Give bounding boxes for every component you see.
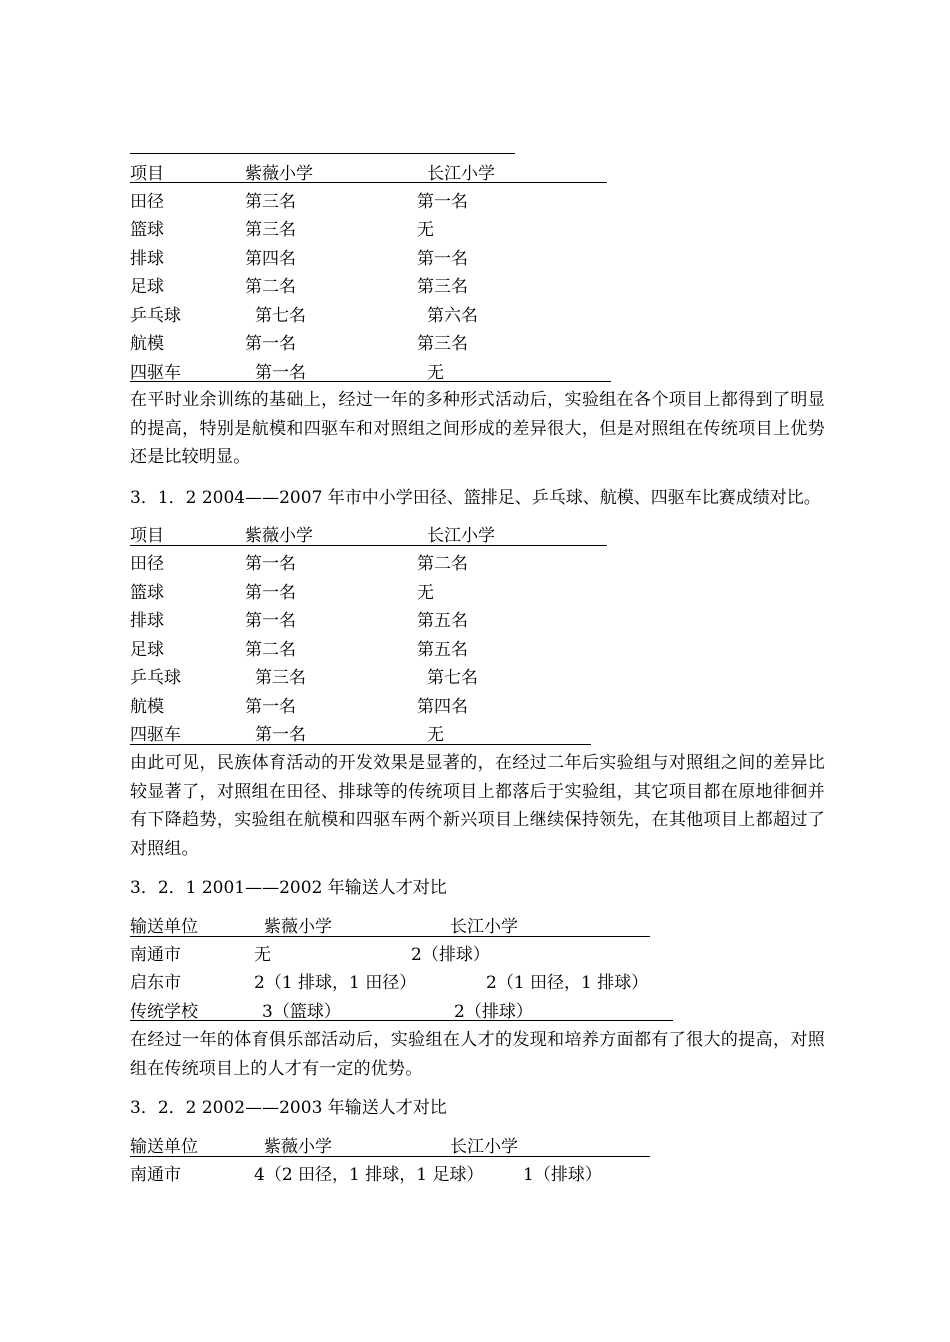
table-cell: 第三名 bbox=[417, 334, 468, 354]
table1-bottom-rule bbox=[130, 381, 611, 382]
table3-bottom-rule bbox=[130, 1020, 673, 1021]
table-cell: 第六名 bbox=[427, 306, 478, 326]
table-cell: 2（排球） bbox=[454, 1002, 533, 1022]
table-cell: 无 bbox=[254, 945, 271, 965]
table-cell: 第二名 bbox=[245, 277, 296, 297]
table1-header-rule bbox=[130, 182, 607, 183]
table-cell: 第一名 bbox=[255, 363, 306, 383]
table2-header-item: 项目 bbox=[130, 526, 164, 546]
table-cell: 传统学校 bbox=[130, 1002, 198, 1022]
section-heading-3-1-2: 3．1．2 2004——2007 年市中小学田径、篮排足、乒乓球、航模、四驱车比赛成绩对比。 bbox=[130, 488, 821, 508]
table3-header-changjiang: 长江小学 bbox=[450, 917, 518, 937]
table3-header-rule bbox=[130, 936, 650, 937]
table3-header-unit: 输送单位 bbox=[130, 917, 198, 937]
table-cell: 田径 bbox=[130, 554, 164, 574]
table-cell: 足球 bbox=[130, 640, 164, 660]
table-cell: 无 bbox=[417, 583, 434, 603]
table-cell: 第二名 bbox=[245, 640, 296, 660]
table-cell: 2（1 排球，1 田径） bbox=[254, 973, 417, 993]
paragraph-1: 在平时业余训练的基础上，经过一年的多种形式活动后，实验组在各个项目上都得到了明显的提高，特别是航模和四驱车和对照组之间形成的差异很大，但是对照组在传统项目上优势还是比较明显。 bbox=[130, 390, 825, 467]
table-cell: 启东市 bbox=[130, 973, 181, 993]
table-cell: 南通市 bbox=[130, 1165, 181, 1185]
table-cell: 第三名 bbox=[417, 277, 468, 297]
table-cell: 排球 bbox=[130, 249, 164, 269]
table-cell: 足球 bbox=[130, 277, 164, 297]
table-cell: 第七名 bbox=[255, 306, 306, 326]
table-cell: 第三名 bbox=[245, 220, 296, 240]
table-cell: 第一名 bbox=[245, 697, 296, 717]
table4-header-unit: 输送单位 bbox=[130, 1137, 198, 1157]
table4-header-rule bbox=[130, 1156, 650, 1157]
table2-bottom-rule bbox=[130, 744, 591, 745]
table-cell: 第五名 bbox=[417, 640, 468, 660]
section-heading-3-2-1: 3．2．1 2001——2002 年输送人才对比 bbox=[130, 878, 447, 898]
table1-header-item: 项目 bbox=[130, 164, 164, 184]
table-cell: 第一名 bbox=[245, 554, 296, 574]
table-cell: 无 bbox=[417, 220, 434, 240]
table2-header-rule bbox=[130, 545, 607, 546]
table-cell: 第一名 bbox=[417, 249, 468, 269]
table-cell: 第一名 bbox=[245, 334, 296, 354]
table-cell: 排球 bbox=[130, 611, 164, 631]
table-cell: 第三名 bbox=[245, 192, 296, 212]
table1-header-ziwei: 紫薇小学 bbox=[245, 164, 313, 184]
table4-header-ziwei: 紫薇小学 bbox=[264, 1137, 332, 1157]
table-cell: 第二名 bbox=[417, 554, 468, 574]
table2-header-ziwei: 紫薇小学 bbox=[245, 526, 313, 546]
table-cell: 第四名 bbox=[417, 697, 468, 717]
table-cell: 乒乓球 bbox=[130, 668, 181, 688]
paragraph-2: 由此可见，民族体育活动的开发效果是显著的，在经过二年后实验组与对照组之间的差异比较显著了，对照组在田径、排球等的传统项目上都落后于实验组，其它项目都在原地徘徊并有下降趋势，实验组在航模和四驱车两个新兴项目上继续保持领先，在其他项目上都超过了对照组。 bbox=[130, 753, 825, 859]
table-cell: 南通市 bbox=[130, 945, 181, 965]
table-cell: 航模 bbox=[130, 697, 164, 717]
table-cell: 第五名 bbox=[417, 611, 468, 631]
table-cell: 3（篮球） bbox=[262, 1002, 341, 1022]
table-cell: 第七名 bbox=[427, 668, 478, 688]
table-cell: 第一名 bbox=[245, 611, 296, 631]
table-cell: 1（排球） bbox=[523, 1165, 602, 1185]
table-cell: 第四名 bbox=[245, 249, 296, 269]
table1-top-rule bbox=[130, 153, 515, 154]
table-cell: 4（2 田径，1 排球，1 足球） bbox=[254, 1165, 484, 1185]
table-cell: 2（排球） bbox=[411, 945, 490, 965]
table-cell: 四驱车 bbox=[130, 725, 181, 745]
table-cell: 篮球 bbox=[130, 220, 164, 240]
paragraph-3: 在经过一年的体育俱乐部活动后，实验组在人才的发现和培养方面都有了很大的提高，对照组在传统项目上的人才有一定的优势。 bbox=[130, 1030, 825, 1079]
table-cell: 第一名 bbox=[255, 725, 306, 745]
table-cell: 2（1 田径，1 排球） bbox=[486, 973, 649, 993]
section-heading-3-2-2: 3．2．2 2002——2003 年输送人才对比 bbox=[130, 1098, 447, 1118]
table-cell: 篮球 bbox=[130, 583, 164, 603]
table-cell: 四驱车 bbox=[130, 363, 181, 383]
table-cell: 第一名 bbox=[245, 583, 296, 603]
table-cell: 航模 bbox=[130, 334, 164, 354]
table-cell: 第一名 bbox=[417, 192, 468, 212]
table-cell: 无 bbox=[427, 725, 444, 745]
table-cell: 第三名 bbox=[255, 668, 306, 688]
table-cell: 无 bbox=[427, 363, 444, 383]
table1-header-changjiang: 长江小学 bbox=[427, 164, 495, 184]
table-cell: 乒乓球 bbox=[130, 306, 181, 326]
table-cell: 田径 bbox=[130, 192, 164, 212]
table3-header-ziwei: 紫薇小学 bbox=[264, 917, 332, 937]
table4-header-changjiang: 长江小学 bbox=[450, 1137, 518, 1157]
table2-header-changjiang: 长江小学 bbox=[427, 526, 495, 546]
